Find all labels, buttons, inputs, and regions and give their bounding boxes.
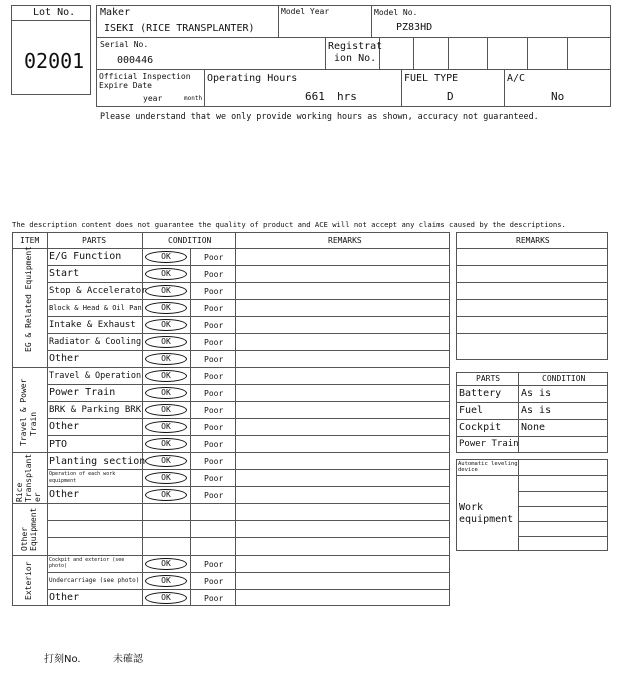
- ok-radiator-cooling[interactable]: OK: [145, 336, 187, 348]
- part-cockpit-exterior-line1: Cockpit and exterior (see: [49, 557, 125, 563]
- part-rice-other: Other: [49, 489, 80, 500]
- poor-eg-other[interactable]: Poor: [204, 355, 224, 364]
- model-no-value: PZ83HD: [396, 22, 433, 33]
- right-remarks-table: [456, 232, 608, 360]
- month-label: month: [184, 95, 203, 102]
- ok-travel-other[interactable]: OK: [145, 421, 187, 433]
- registration-label-line1: Registrat: [328, 41, 383, 52]
- part-radiator-cooling: Radiator & Cooling: [49, 337, 142, 347]
- part-travel-other: Other: [49, 421, 80, 432]
- hours-value: 661: [305, 90, 325, 103]
- hours-label: Operating Hours: [207, 73, 298, 84]
- hours-unit: hrs: [337, 90, 357, 103]
- poor-radiator-cooling[interactable]: Poor: [204, 338, 224, 347]
- group-rice-label-line1: Rice: [15, 482, 24, 502]
- poor-rice-other[interactable]: Poor: [204, 491, 224, 500]
- poor-stop-accelerator[interactable]: Poor: [204, 287, 224, 296]
- disclaimer-text: The description content does not guarantee the quality of product and ACE will not accept any claims caused by the descriptions.: [12, 220, 566, 229]
- stamp-label: 打刻No.: [44, 654, 81, 665]
- model-no-label: Model No.: [374, 8, 418, 17]
- part-fuel: Fuel: [459, 405, 484, 416]
- poor-pto[interactable]: Poor: [204, 440, 224, 449]
- part-exterior-other: Other: [49, 592, 80, 603]
- part-power-train: Power Train: [49, 387, 116, 398]
- poor-start[interactable]: Poor: [204, 270, 224, 279]
- part-operation-each-line2: equipment: [49, 478, 77, 484]
- ok-block-head[interactable]: OK: [145, 302, 187, 314]
- work-label-line1: Work: [459, 502, 484, 513]
- part-start: Start: [49, 268, 80, 279]
- ac-label: A/C: [507, 73, 526, 84]
- leveling-label-line2: device: [458, 467, 478, 473]
- condition-fuel: As is: [521, 405, 552, 416]
- stamp-value: 未確認: [113, 654, 143, 665]
- header-item: ITEM: [20, 236, 40, 245]
- header-condition: CONDITION: [168, 236, 212, 245]
- group-exterior-label: Exterior: [24, 561, 33, 600]
- ok-pto[interactable]: OK: [145, 438, 187, 450]
- inspection-label-line2: Expire Date: [99, 81, 152, 90]
- ok-brk-parking[interactable]: OK: [145, 404, 187, 416]
- condition-cockpit: None: [521, 422, 546, 433]
- condition-battery: As is: [521, 388, 552, 399]
- part-operation-each-line1: Operation of each work: [49, 471, 116, 477]
- poor-intake-exhaust[interactable]: Poor: [204, 321, 224, 330]
- poor-exterior-other[interactable]: Poor: [204, 594, 224, 603]
- ok-stop-accelerator[interactable]: OK: [145, 285, 187, 297]
- part-pto: PTO: [49, 439, 68, 450]
- serial-label: Serial No.: [100, 40, 149, 49]
- group-eg-label: EG & Related Equipment: [24, 246, 33, 352]
- ok-eg-function[interactable]: OK: [145, 251, 187, 263]
- lot-label: Lot No.: [33, 7, 76, 18]
- ok-intake-exhaust[interactable]: OK: [145, 319, 187, 331]
- poor-travel-operation[interactable]: Poor: [204, 372, 224, 381]
- part-cockpit-exterior-line2: photo): [49, 563, 68, 569]
- ok-travel-operation[interactable]: OK: [145, 370, 187, 382]
- serial-value: 000446: [117, 55, 154, 66]
- header-parts: PARTS: [82, 236, 107, 245]
- right-remarks-header: REMARKS: [516, 236, 550, 245]
- part-intake-exhaust: Intake & Exhaust: [49, 320, 136, 330]
- part-power-train-right: Power Train: [459, 439, 519, 449]
- group-rice-label-line2: Transplant: [24, 453, 33, 502]
- registration-label-line2: ion No.: [334, 53, 377, 64]
- ok-rice-other[interactable]: OK: [145, 489, 187, 501]
- poor-brk-parking[interactable]: Poor: [204, 406, 224, 415]
- part-undercarriage: Undercarriage (see photo): [49, 577, 140, 584]
- ok-start[interactable]: OK: [145, 268, 187, 280]
- part-eg-other: Other: [49, 353, 80, 364]
- inspection-label-line1: Official Inspection: [99, 72, 191, 81]
- ac-value: No: [551, 90, 565, 103]
- condition-header: CONDITION: [542, 374, 586, 383]
- part-planting-section: Planting section: [49, 456, 146, 467]
- poor-planting-section[interactable]: Poor: [204, 457, 224, 466]
- poor-travel-other[interactable]: Poor: [204, 423, 224, 432]
- ok-exterior-other[interactable]: OK: [145, 592, 187, 604]
- poor-power-train[interactable]: Poor: [204, 389, 224, 398]
- poor-block-head[interactable]: Poor: [204, 304, 224, 313]
- part-block-head-oil-pan: Block & Head & Oil Pan: [49, 304, 142, 312]
- maker-label: Maker: [100, 7, 131, 18]
- poor-eg-function[interactable]: Poor: [204, 253, 224, 262]
- part-stop-accelerator: Stop & Accelerator: [49, 286, 147, 296]
- fuel-label: FUEL TYPE: [404, 73, 459, 84]
- poor-operation-each[interactable]: Poor: [204, 474, 224, 483]
- leveling-label-line1: Automatic leveling: [458, 461, 518, 467]
- group-other-label-line2: Equipment: [29, 507, 38, 551]
- ok-operation-each[interactable]: OK: [145, 472, 187, 484]
- model-year-label: Model Year: [281, 7, 330, 16]
- group-other-label-line1: Other: [20, 526, 29, 551]
- ok-power-train[interactable]: OK: [145, 387, 187, 399]
- header-remarks: REMARKS: [328, 236, 362, 245]
- notice-text: Please understand that we only provide working hours as shown, accuracy not guaranteed.: [100, 111, 539, 121]
- group-rice-label-line3: er: [33, 492, 42, 502]
- parts-header: PARTS: [476, 374, 501, 383]
- part-eg-function: E/G Function: [49, 251, 122, 262]
- poor-undercarriage[interactable]: Poor: [204, 577, 224, 586]
- work-label-line2: equipment: [459, 514, 514, 525]
- part-cockpit: Cockpit: [459, 422, 502, 433]
- group-travel-label-line2: Train: [29, 411, 38, 436]
- ok-undercarriage[interactable]: OK: [145, 575, 187, 587]
- maker-value: ISEKI (RICE TRANSPLANTER): [104, 23, 255, 34]
- year-label: year: [143, 94, 163, 103]
- part-battery: Battery: [459, 388, 502, 399]
- fuel-value: D: [447, 90, 454, 103]
- ok-eg-other[interactable]: OK: [145, 353, 187, 365]
- lot-number: 02001: [24, 49, 85, 73]
- ok-cockpit-exterior[interactable]: OK: [145, 558, 187, 570]
- part-travel-operation: Travel & Operation: [49, 371, 142, 381]
- ok-planting-section[interactable]: OK: [145, 455, 187, 467]
- group-travel-label-line1: Travel & Power: [19, 378, 28, 446]
- part-brk-parking: BRK & Parking BRK: [49, 405, 142, 415]
- poor-cockpit-exterior[interactable]: Poor: [204, 560, 224, 569]
